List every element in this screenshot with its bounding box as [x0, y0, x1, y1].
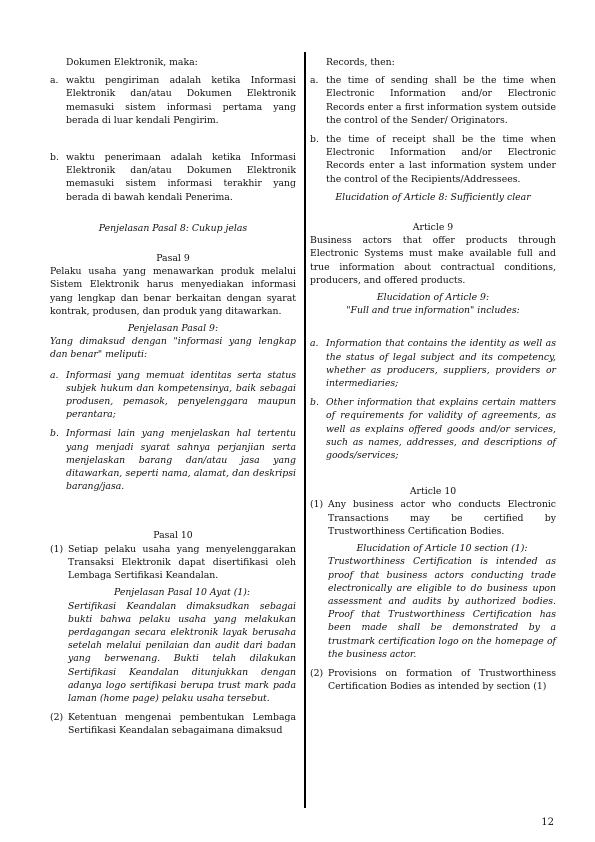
left-elucidation-9-item-a — [50, 369, 296, 422]
left-item-b — [50, 151, 296, 204]
section-text: Any business actor who conducts Electronic Transactions may be certified by Trustworthiness Certification Bodies. — [328, 499, 556, 537]
item-marker: a. — [310, 75, 319, 87]
right-item-a — [310, 74, 556, 127]
right-article-10-section-2 — [310, 667, 556, 693]
right-column — [310, 56, 556, 693]
section-marker: (1) — [310, 499, 324, 511]
left-elucidation-10-body: Sertifikasi Keandalan dimaksudkan sebagai bukti bahwa pelaku usaha yang melakukan perdagangan secara elektronik layak berusaha setelah melalui penilaian dan audit dari badan yang berwenang. Bukti telah dilakukan Sertifikasi Keandalan ditunjukkan dengan adanya logo sertifikasi berupa trust mark pada laman (home page) pelaku usaha tersebut. — [68, 600, 296, 704]
item-text: the time of receipt shall be the time when Electronic Information and/or Electronic Records enter a last information system under the control of the Recipients/Addressees. — [326, 134, 556, 185]
right-elucidation-10-title: Elucidation of Article 10 section (1): — [356, 543, 528, 555]
right-elucidation-9-item-b — [310, 396, 556, 462]
item-marker: a. — [310, 338, 319, 350]
section-text: Ketentuan mengenai pembentukan Lembaga Sertifikasi Keandalan sebagaimana dimaksud — [68, 712, 296, 737]
left-elucidation-8: Penjelasan Pasal 8: Cukup jelas — [98, 222, 248, 234]
item-marker: b. — [50, 428, 59, 440]
item-text: the time of sending shall be the time when Electronic Information and/or Electronic Records enter a first information system outside the control of the Sender/ Originators. — [326, 75, 556, 126]
right-elucidation-9-title: Elucidation of Article 9: — [376, 292, 490, 304]
left-pasal-10-section-1 — [50, 543, 296, 583]
left-pasal-9-body: Pelaku usaha yang menawarkan produk melalui Sistem Elektronik harus menyediakan informasi yang lengkap dan benar berkaitan dengan syarat kontrak, produsen, dan produk yang ditawarkan. — [50, 266, 296, 317]
left-pasal-10-section-2 — [50, 711, 296, 737]
section-marker: (1) — [50, 543, 64, 555]
page-number: 12 — [541, 817, 554, 828]
left-column — [50, 56, 296, 738]
right-item-b — [310, 133, 556, 186]
right-elucidation-9-intro: "Full and true information" includes: — [346, 305, 520, 317]
left-pasal-9-title: Pasal 9 — [156, 253, 190, 265]
right-elucidation-10-body: Trustworthiness Certification is intended as proof that business actors conducting trade electronically are eligible to do business upon assessment and audits by authorized bodies. Proof that Trustworthiness Certification has been made shall be demonstrated by a trustmark certification logo on the homepage of the business actor. — [328, 556, 556, 660]
section-marker: (2) — [50, 712, 64, 724]
right-article-9-title: Article 9 — [412, 222, 454, 234]
item-marker: b. — [310, 134, 319, 146]
item-text: Informasi lain yang menjelaskan hal tertentu yang menjadi syarat sahnya perjanjian serta menjelaskan barang dan/atau jasa yang ditawarkan, seperti nama, alamat, dan deskripsi barang/jasa. — [66, 428, 296, 493]
item-text: waktu pengiriman adalah ketika Informasi Elektronik dan/atau Dokumen Elektronik memasuki sistem informasi pertama yang berada di luar kendali Pengirim. — [66, 75, 296, 126]
right-elucidation-8: Elucidation of Article 8: Sufficiently clear — [335, 191, 531, 203]
item-text: Information that contains the identity as well as the status of legal subject and its competency, whether as producers, suppliers, providers or intermediaries; — [326, 338, 556, 390]
item-marker: b. — [50, 152, 59, 164]
right-article-10-section-1 — [310, 498, 556, 538]
item-text: Informasi yang memuat identitas serta status subjek hukum dan kompetensinya, baik sebagai produsen, pemasok, penyelenggara maupun perantara; — [66, 369, 296, 421]
left-elucidation-10-title: Penjelasan Pasal 10 Ayat (1): — [113, 587, 251, 599]
column-divider — [304, 52, 306, 808]
right-elucidation-9-item-a — [310, 337, 556, 390]
left-pasal-10-title: Pasal 10 — [153, 530, 193, 542]
left-intro: Dokumen Elektronik, maka: — [66, 57, 198, 68]
section-text: Setiap pelaku usaha yang menyelenggarakan Transaksi Elektronik dapat disertifikasi oleh Lembaga Sertifikasi Keandalan. — [68, 543, 296, 582]
right-intro: Records, then: — [326, 57, 395, 68]
item-marker: a. — [50, 75, 59, 87]
section-text: Provisions on formation of Trustworthiness Certification Bodies as intended by section (1) — [328, 667, 556, 693]
left-elucidation-9-item-b — [50, 427, 296, 493]
item-marker: a. — [50, 369, 59, 381]
left-elucidation-9-intro: Yang dimaksud dengan "informasi yang lengkap dan benar" meliputi: — [50, 336, 296, 361]
section-marker: (2) — [310, 667, 324, 679]
item-text: Other information that explains certain matters of requirements for validity of agreements, as well as explains offered goods and/or services, such as names, addresses, and descriptions of goods/services; — [326, 397, 556, 462]
right-article-10-title: Article 10 — [409, 486, 457, 498]
right-article-9-body: Business actors that offer products through Electronic Systems must make available full and true information about contractual conditions, producers, and offered products. — [310, 235, 556, 286]
left-elucidation-9-title: Penjelasan Pasal 9: — [127, 323, 219, 335]
item-marker: b. — [310, 397, 319, 409]
left-item-a — [50, 74, 296, 127]
item-text: waktu penerimaan adalah ketika Informasi Elektronik dan/atau Dokumen Elektronik memasuki sistem informasi terakhir yang berada di bawah kendali Penerima. — [66, 152, 296, 203]
